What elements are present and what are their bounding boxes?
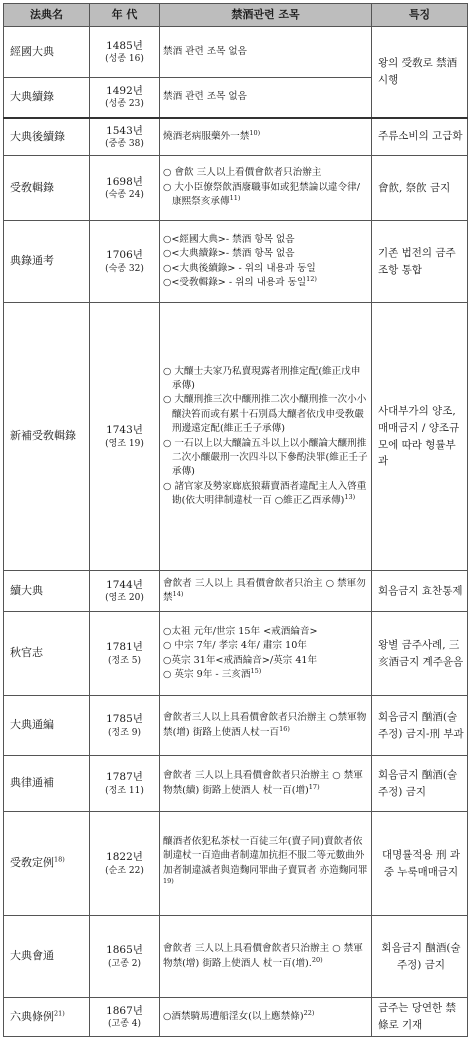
table-row xyxy=(4,696,468,756)
provision-cell xyxy=(160,571,372,612)
law-name: 經國大典 xyxy=(4,27,90,78)
table-row xyxy=(4,998,468,1037)
provision-cell xyxy=(160,812,372,916)
provision-line: ○ 諸官家及勢家廊底狼藉賣酒者違配主人入啓重勘(依大明律制違杖一百 ○維正乙酉承傳)$^{13)}$ xyxy=(163,480,367,507)
provision-cell xyxy=(160,916,372,998)
provision-line: ○英宗 31年<戒酒綸音>/英宗 41年 xyxy=(163,654,318,666)
year-value: 1781년 xyxy=(106,641,143,654)
reign: (숙종 32) xyxy=(105,263,144,274)
footnote-ref: 11) xyxy=(229,194,241,202)
footnote-ref: 10) xyxy=(249,128,261,137)
provision-line: 會飮者三人以上具看價會飮者只治辦主 ○禁軍物禁(增) 街路上使酒人杖一百$^{16)}$ xyxy=(163,712,367,738)
table-row xyxy=(4,118,468,156)
year-cell xyxy=(90,221,160,303)
year-cell xyxy=(90,156,160,221)
reign: (중종 38) xyxy=(105,138,144,149)
provision-line: ○ 英宗 9年 - 三亥酒$^{15)}$ xyxy=(163,666,262,680)
year-value: 1865년 xyxy=(106,944,143,957)
feature-cell: 사대부가의 양조, 매매금지 / 양조규모에 따라 형률부과 xyxy=(372,303,468,571)
law-name: 秋官志 xyxy=(4,612,90,696)
reign: (성종 23) xyxy=(105,99,144,110)
year-cell xyxy=(90,998,160,1037)
footnote-ref: 15) xyxy=(250,666,262,675)
provision-cell xyxy=(160,221,372,303)
header-feature: 특징 xyxy=(372,4,468,27)
provision-line: ○ 大釀士夫家乃私賣現露者刑推定配(維正戊申承傳) xyxy=(163,365,361,391)
table-row xyxy=(4,916,468,998)
feature-cell: 왕의 受敎로 禁酒 시행 xyxy=(372,27,468,118)
provision-line: ○ 大釀刑推三次中釀刑推二次小釀刑推一次小小釀決笞而或有累十石別爲大釀者依戊申受敎嚴刑邊遠定配(維正壬子承傳) xyxy=(163,394,367,435)
reign: (순조 22) xyxy=(105,865,144,876)
feature-cell: 주류소비의 고급화 xyxy=(372,118,468,156)
provision-cell xyxy=(160,78,372,118)
provision-line: ○ 中宗 7年/ 孝宗 4年/ 肅宗 10年 xyxy=(163,640,307,652)
footnote-ref: 20) xyxy=(311,955,323,964)
provision-line: ○<大典後續錄> - 위의 내용과 동일 xyxy=(163,262,316,274)
provision-cell xyxy=(160,756,372,812)
header-provisions: 禁酒관련 조목 xyxy=(160,4,372,27)
year-cell xyxy=(90,696,160,756)
year-cell xyxy=(90,303,160,571)
table-row xyxy=(4,612,468,696)
reign: (영조 19) xyxy=(105,438,144,449)
provision-line: ○太祖 元年/世宗 15年 <戒酒綸音> xyxy=(163,625,318,637)
footnote-ref: 14) xyxy=(172,589,184,598)
reign: (성종 16) xyxy=(105,54,144,65)
header-row xyxy=(4,4,468,27)
provision-line: 禁酒 관련 조목 없음 xyxy=(163,45,247,57)
year-cell xyxy=(90,27,160,78)
law-name: 典律通補 xyxy=(4,756,90,812)
provision-cell xyxy=(160,696,372,756)
footnote-ref: 19) xyxy=(163,876,174,885)
year-value: 1744년 xyxy=(106,578,143,591)
provision-line: 釀酒者依犯私茶杖一百徒三年(賣子同)賣飮者依制違杖一百造曲者制違加抗拒不服二等元數曲外加者制違滅者與造麴同罪曲子賣買者 亦造麴同罪$^{19)}$ xyxy=(163,835,368,885)
feature-cell: 기존 법전의 금주조항 통합 xyxy=(372,221,468,303)
footnote-ref: 13) xyxy=(344,492,356,501)
law-name: 大典後續錄 xyxy=(4,118,90,156)
reign: (숙종 24) xyxy=(105,190,144,201)
year-cell xyxy=(90,78,160,118)
provision-line: ○酒禁騎馬遭船淫女(以上應禁條)$^{22)}$ xyxy=(163,1008,315,1022)
provision-cell xyxy=(160,118,372,156)
reign: (정조 11) xyxy=(105,785,144,796)
table-row xyxy=(4,27,468,78)
year-cell xyxy=(90,612,160,696)
provision-line: 會飮者 三人以上 具看價會飮者只治主 ○ 禁軍勿禁$^{14)}$ xyxy=(163,577,366,603)
provision-cell xyxy=(160,156,372,221)
year-value: 1492년 xyxy=(106,85,143,98)
year-value: 1543년 xyxy=(106,124,143,137)
year-cell xyxy=(90,118,160,156)
year-cell xyxy=(90,916,160,998)
table-row xyxy=(4,156,468,221)
table-row xyxy=(4,221,468,303)
feature-cell: 회음금지 효찬통제 xyxy=(372,571,468,612)
law-name: 典錄通考 xyxy=(4,221,90,303)
feature-cell: 금주는 당연한 禁條로 기재 xyxy=(372,998,468,1037)
header-law-name: 法典名 xyxy=(4,4,90,27)
law-name: 續大典 xyxy=(4,571,90,612)
year-cell xyxy=(90,812,160,916)
reign: (정조 9) xyxy=(108,727,141,738)
feature-cell: 회음금지 酗酒(술주정) 금지 xyxy=(372,756,468,812)
year-value: 1485년 xyxy=(106,39,143,52)
year-value: 1822년 xyxy=(106,851,143,864)
law-name: 六典條例$^{21)}$ xyxy=(4,998,90,1037)
year-value: 1698년 xyxy=(106,175,143,188)
year-value: 1787년 xyxy=(106,771,143,784)
law-name: 受敎輯錄 xyxy=(4,156,90,221)
law-name: 大典續錄 xyxy=(4,78,90,118)
feature-cell: 會飮, 祭飮 금지 xyxy=(372,156,468,221)
table-row xyxy=(4,571,468,612)
footnote-ref: 21) xyxy=(54,1008,65,1017)
provision-line: 燒酒老病服藥外一禁$^{10)}$ xyxy=(163,128,261,142)
provision-cell xyxy=(160,27,372,78)
provision-line: 禁酒 관련 조목 없음 xyxy=(163,91,247,103)
feature-cell: 대명률적용 刑 과중 누룩매매금지 xyxy=(372,812,468,916)
provision-line: ○ 一石以上以大釀論五斗以上以小釀論大釀刑推二次小釀嚴刑一次四斗以下參酌決罪(維正壬子承傳) xyxy=(163,437,368,478)
footnote-ref: 22) xyxy=(303,1008,315,1017)
provision-line: 會飮者 三人以上具看價會飮者只治辦主 ○ 禁軍物禁(續) 街路上使酒人 杖一百(增)$^{17)}$ xyxy=(163,770,363,796)
table-row xyxy=(4,812,468,916)
feature-cell: 회음금지 酗酒(술주정) 금지 xyxy=(372,916,468,998)
law-name: 新補受敎輯錄 xyxy=(4,303,90,571)
year-value: 1743년 xyxy=(106,424,143,437)
year-value: 1867년 xyxy=(106,1004,143,1017)
prohibition-laws-table xyxy=(3,3,468,1037)
reign: (영조 20) xyxy=(105,593,144,604)
year-value: 1785년 xyxy=(106,713,143,726)
year-cell xyxy=(90,571,160,612)
law-name: 大典通編 xyxy=(4,696,90,756)
table-row xyxy=(4,756,468,812)
reign: (정조 5) xyxy=(108,655,141,666)
law-name: 受敎定例$^{18)}$ xyxy=(4,812,90,916)
footnote-ref: 18) xyxy=(54,855,65,864)
provision-line: ○<經國大典>- 禁酒 항목 없음 xyxy=(163,233,295,245)
provision-line: ○ 大小臣僚祭飮酒廢職事如或犯禁論以違令律/康熙祭亥承傳$^{11)}$ xyxy=(163,181,360,208)
provision-cell xyxy=(160,303,372,571)
law-name: 大典會通 xyxy=(4,916,90,998)
provision-line: ○<受敎輯錄> - 위의 내용과 동일$^{12)}$ xyxy=(163,274,317,288)
reign: (고종 4) xyxy=(108,1018,141,1029)
provision-cell xyxy=(160,998,372,1037)
provision-line: 會飮者 三人以上具看價會飮者只治辦主 ○ 禁軍物禁(增) 街路上使酒人 杖一百(增).$^{20)}$ xyxy=(163,943,363,969)
footnote-ref: 16) xyxy=(279,724,290,733)
year-value: 1706년 xyxy=(106,249,143,262)
provision-line: ○<大典續錄>- 禁酒 항목 없음 xyxy=(163,248,295,260)
header-year: 年 代 xyxy=(90,4,160,27)
footnote-ref: 12) xyxy=(306,274,317,283)
table-row xyxy=(4,303,468,571)
feature-cell: 왕별 금주사례, 三亥酒금지 계주윤음 xyxy=(372,612,468,696)
provision-cell xyxy=(160,612,372,696)
feature-cell: 회음금지 酗酒(술주정) 금지-刑 부과 xyxy=(372,696,468,756)
reign: (고종 2) xyxy=(108,958,141,969)
footnote-ref: 17) xyxy=(308,782,320,791)
year-cell xyxy=(90,756,160,812)
provision-line: ○ 會飮 三人以上看價會飮者只治辦主 xyxy=(163,167,322,179)
